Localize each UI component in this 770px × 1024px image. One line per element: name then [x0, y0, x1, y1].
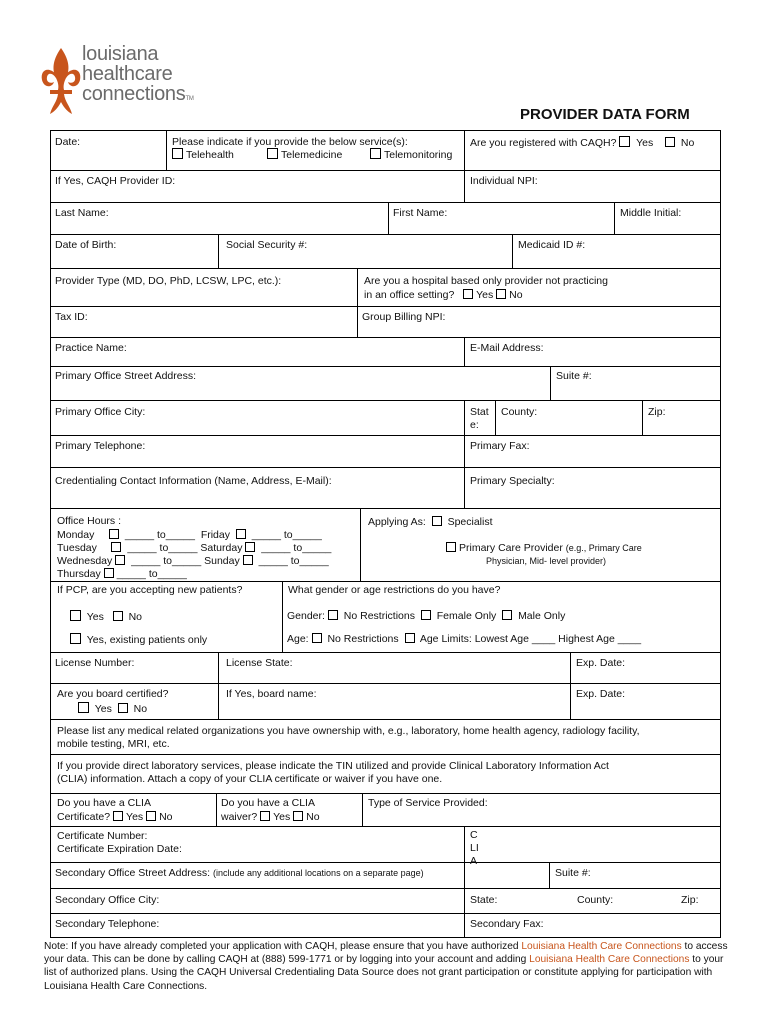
ssn-label: Social Security #: — [226, 239, 308, 251]
clia-cert-yes-checkbox[interactable] — [113, 811, 123, 821]
secondary-county-label: County: — [577, 894, 614, 906]
hours-wednesday: Wednesday _____ to_____ Sunday _____ to_____ — [57, 555, 329, 567]
lab-line-2: (CLIA) information. Attach a copy of your CLIA certificate or waiver if you have one. — [57, 773, 443, 785]
specialist-checkbox[interactable] — [432, 516, 442, 526]
age-restrictions: Age: No Restrictions Age Limits: Lowest Age ____ Highest Age ____ — [287, 633, 642, 645]
logo-line-2: healthcare — [82, 63, 173, 85]
brand-link-1: Louisiana Health Care Connections — [521, 941, 682, 952]
monday-checkbox[interactable] — [109, 529, 119, 539]
primary-fax-label: Primary Fax: — [470, 440, 530, 452]
license-state-label: License State: — [226, 657, 293, 669]
telemedicine-checkbox[interactable] — [267, 148, 278, 159]
applying-as: Applying As: Specialist — [368, 516, 493, 528]
trademark: TM — [185, 96, 194, 102]
medicaid-id-label: Medicaid ID #: — [518, 239, 586, 251]
accepting-yes-no: Yes No — [70, 610, 142, 624]
primary-city-label: Primary Office City: — [55, 406, 146, 418]
clia-cert-question-1: Do you have a CLIA — [57, 797, 151, 809]
primary-county-label: County: — [501, 406, 538, 418]
wednesday-checkbox[interactable] — [115, 555, 125, 565]
hospital-yes-checkbox[interactable] — [463, 289, 473, 299]
secondary-fax-label: Secondary Fax: — [470, 918, 544, 930]
credentialing-contact-label: Credentialing Contact Information (Name, Address, E-Mail): — [55, 475, 332, 487]
restrictions-question: What gender or age restrictions do you have? — [288, 584, 501, 596]
board-exp-label: Exp. Date: — [576, 688, 626, 700]
caqh-question: Are you registered with CAQH? Yes No — [470, 137, 695, 149]
clia-waiver-no-checkbox[interactable] — [293, 811, 303, 821]
clia-waiver-yes-checkbox[interactable] — [260, 811, 270, 821]
existing-patients-checkbox[interactable] — [70, 633, 81, 644]
primary-state-label-1: Stat — [470, 406, 489, 418]
form-title: PROVIDER DATA FORM — [520, 106, 690, 123]
clia-waiver-question-1: Do you have a CLIA — [221, 797, 315, 809]
group-billing-npi-label: Group Billing NPI: — [362, 311, 446, 323]
telemonitoring-option[interactable]: Telemonitoring — [370, 148, 452, 162]
gender-no-restrictions-checkbox[interactable] — [328, 610, 338, 620]
service-type-label: Type of Service Provided: — [368, 797, 488, 809]
accepting-no-checkbox[interactable] — [113, 611, 123, 621]
pcp-note: Physician, Mid- level provider) — [486, 556, 607, 566]
license-number-label: License Number: — [55, 657, 135, 669]
date-label: Date: — [55, 136, 81, 148]
board-yes-checkbox[interactable] — [78, 702, 89, 713]
dob-label: Date of Birth: — [55, 239, 117, 251]
caqh-yes-checkbox[interactable] — [619, 136, 630, 147]
primary-state-label-2: e: — [470, 419, 479, 431]
individual-npi-label: Individual NPI: — [470, 175, 538, 187]
lab-line-1: If you provide direct laboratory services, please indicate the TIN utilized and provide Clinical Laboratory Information Act — [57, 760, 609, 772]
caqh-no-checkbox[interactable] — [665, 137, 675, 147]
logo-line-3: connectionsTM — [82, 83, 194, 105]
pcp-accepting-question: If PCP, are you accepting new patients? — [57, 584, 243, 596]
tuesday-checkbox[interactable] — [111, 542, 121, 552]
primary-suite-label: Suite #: — [556, 370, 592, 382]
board-certified-question: Are you board certified? — [57, 688, 169, 700]
secondary-phone-label: Secondary Telephone: — [55, 918, 160, 930]
hours-monday: Monday _____ to_____ Friday _____ to_____ — [57, 529, 322, 541]
certificate-number-label: Certificate Number: — [57, 830, 148, 842]
clia-cert-no-checkbox[interactable] — [146, 811, 156, 821]
secondary-zip-label: Zip: — [681, 894, 699, 906]
telemonitoring-checkbox[interactable] — [370, 148, 381, 159]
middle-initial-label: Middle Initial: — [620, 207, 682, 219]
practice-name-label: Practice Name: — [55, 342, 127, 354]
brand-link-2: Louisiana Health Care Connections — [529, 954, 690, 966]
clia-cert-question-2: Certificate? Yes No — [57, 811, 173, 823]
email-label: E-Mail Address: — [470, 342, 544, 354]
telemedicine-option[interactable]: Telemedicine — [267, 148, 342, 162]
existing-patients-option: Yes, existing patients only — [70, 633, 207, 647]
hospital-no-checkbox[interactable] — [496, 289, 506, 299]
caqh-id-label: If Yes, CAQH Provider ID: — [55, 175, 176, 187]
female-only-checkbox[interactable] — [421, 610, 431, 620]
sunday-checkbox[interactable] — [243, 555, 253, 565]
saturday-checkbox[interactable] — [245, 542, 255, 552]
male-only-checkbox[interactable] — [502, 610, 512, 620]
secondary-state-label: State: — [470, 894, 498, 906]
services-question: Please indicate if you provide the below service(s): — [172, 136, 408, 148]
logo-wordmark — [82, 44, 194, 109]
first-name-label: First Name: — [393, 207, 448, 219]
logo-line-1: louisiana — [82, 43, 159, 65]
office-hours-title: Office Hours : — [57, 515, 121, 527]
certificate-exp-label: Certificate Expiration Date: — [57, 843, 182, 855]
pcp-checkbox[interactable] — [446, 542, 456, 552]
last-name-label: Last Name: — [55, 207, 109, 219]
pcp-option: Primary Care Provider (e.g., Primary Care — [446, 542, 642, 555]
ownership-line-2: mobile testing, MRI, etc. — [57, 738, 170, 750]
clia-vertical-c: C — [470, 829, 478, 841]
secondary-city-label: Secondary Office City: — [55, 894, 160, 906]
primary-phone-label: Primary Telephone: — [55, 440, 146, 452]
board-name-label: If Yes, board name: — [226, 688, 317, 700]
primary-zip-label: Zip: — [648, 406, 666, 418]
frame-right — [720, 130, 721, 938]
logo — [40, 44, 220, 122]
hours-thursday: Thursday _____ to_____ — [57, 568, 187, 580]
primary-street-label: Primary Office Street Address: — [55, 370, 197, 382]
telehealth-option[interactable]: Telehealth — [172, 148, 234, 162]
secondary-street-label: Secondary Office Street Address: (include any additional locations on a separate page) — [55, 867, 424, 879]
clia-vertical-a: A — [470, 855, 478, 867]
hospital-question-line-2: in an office setting? Yes No — [364, 289, 523, 301]
board-no-checkbox[interactable] — [118, 703, 128, 713]
secondary-suite-label: Suite #: — [555, 867, 591, 879]
age-no-restrictions-checkbox[interactable] — [312, 633, 322, 643]
board-yes-no: Yes No — [78, 702, 147, 716]
tax-id-label: Tax ID: — [55, 311, 88, 323]
telehealth-checkbox[interactable] — [172, 148, 183, 159]
caqh-note: Note: If you have already completed your application with CAQH, please ensure that you have authorized Louisiana Health Care Connections to access your data. This can be done by calling CAQH at (888) 599-1771 or by logging into your account and adding Louisiana Health Care Connections to your list of authorized plans. Using the CAQH Universal Credentialing Data Source does not grant participation or constitute applying for participation with Louisiana Health Care Connections. — [44, 941, 728, 992]
provider-type-label: Provider Type (MD, DO, PhD, LCSW, LPC, etc.): — [55, 275, 282, 287]
clia-vertical-li: LI — [470, 842, 479, 854]
gender-restrictions: Gender: No Restrictions Female Only Male Only — [287, 610, 566, 622]
frame-left — [50, 130, 51, 938]
fleur-de-lis-icon — [40, 44, 82, 122]
age-limits-checkbox[interactable] — [405, 633, 415, 643]
hours-tuesday: Tuesday _____ to_____ Saturday _____ to_____ — [57, 542, 332, 554]
accepting-yes-checkbox[interactable] — [70, 610, 81, 621]
clia-waiver-question-2: waiver? Yes No — [221, 811, 320, 823]
primary-specialty-label: Primary Specialty: — [470, 475, 555, 487]
hospital-question-line-1: Are you a hospital based only provider not practicing — [364, 275, 608, 287]
ownership-line-1: Please list any medical related organizations you have ownership with, e.g., laboratory, home health agency, radiology facility, — [57, 725, 640, 737]
thursday-checkbox[interactable] — [104, 568, 114, 578]
friday-checkbox[interactable] — [236, 529, 246, 539]
license-exp-label: Exp. Date: — [576, 657, 626, 669]
